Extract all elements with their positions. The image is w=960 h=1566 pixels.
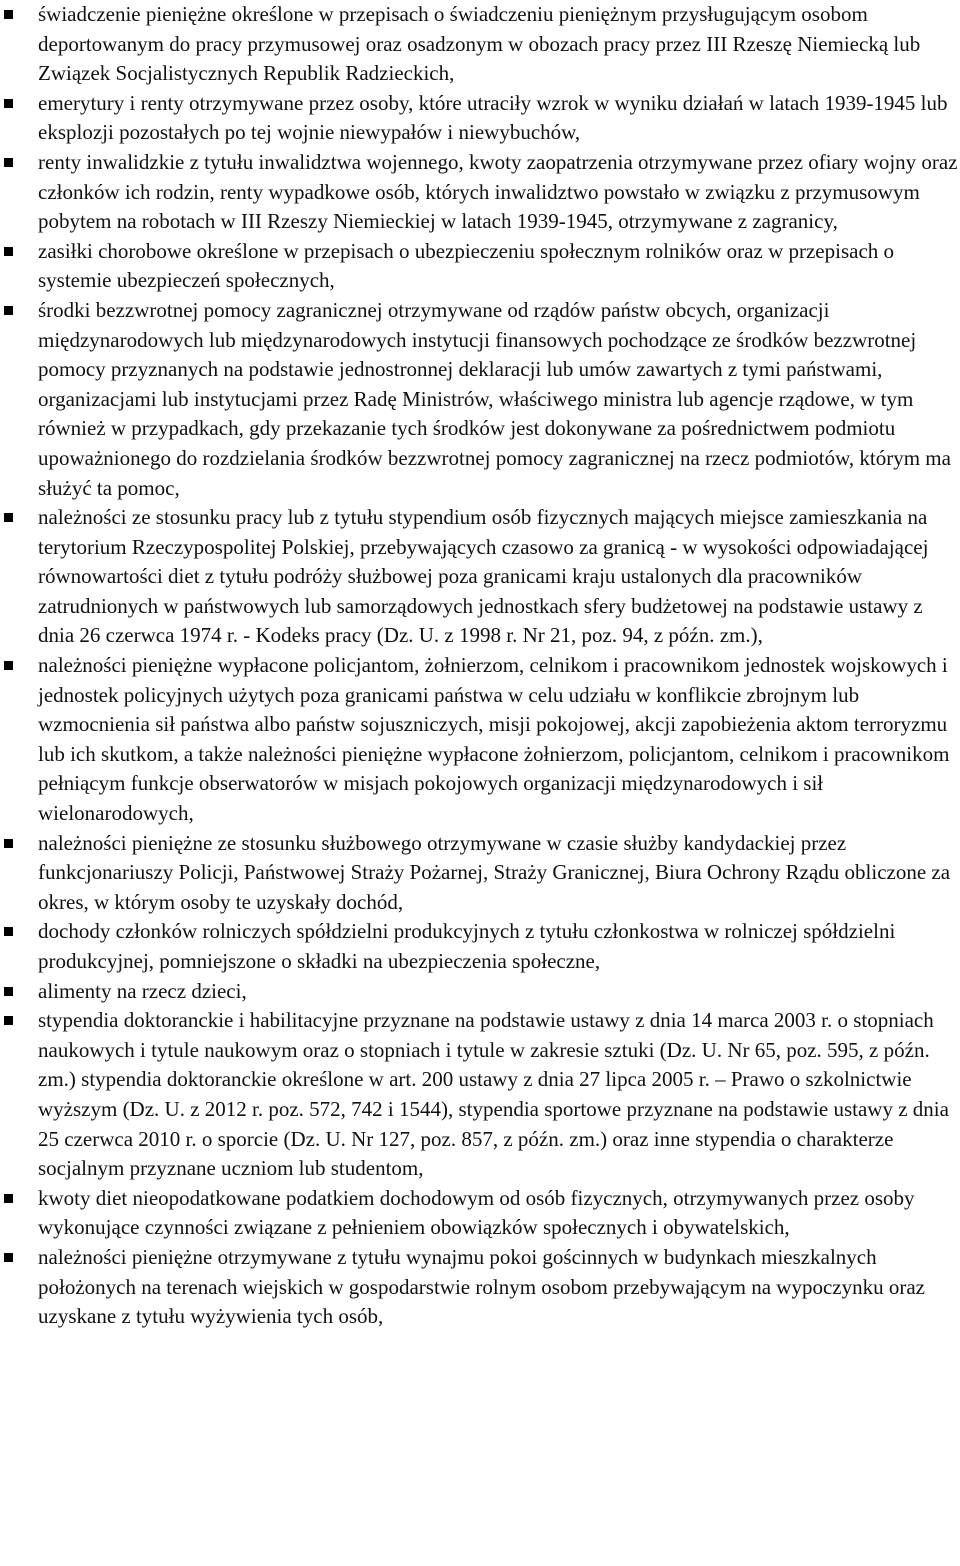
list-item xyxy=(0,0,960,89)
list-item-text: stypendia doktoranckie i habilitacyjne przyznane na podstawie ustawy z dnia 14 marca 2003 r. o stopniach naukowych i tytule naukowym oraz o stopniach i tytule w zakresie sztuki (Dz. U. Nr 65, poz. 595, z późn. zm.) stypendia doktoranckie określone w art. 200 ustawy z dnia 27 lipca 2005 r. – Prawo o szkolnictwie wyższym (Dz. U. z 2012 r. poz. 572, 742 i 1544), stypendia sportowe przyznane na podstawie ustawy z dnia 25 czerwca 2010 r. o sporcie (Dz. U. Nr 127, poz. 857, z późn. zm.) oraz inne stypendia o charakterze socjalnym przyznane uczniom lub studentom, xyxy=(38,1008,949,1181)
square-bullet-icon xyxy=(4,10,13,19)
list-item-text: należności pieniężne otrzymywane z tytułu wynajmu pokoi gościnnych w budynkach mieszkalnych położonych na terenach wiejskich w gospodarstwie rolnym osobom przebywającym na wypoczynku oraz uzyskane z tytułu wyżywienia tych osób, xyxy=(38,1244,925,1329)
list-item xyxy=(0,503,960,651)
square-bullet-icon xyxy=(4,927,13,936)
list-item xyxy=(0,237,960,296)
square-bullet-icon xyxy=(4,1253,13,1262)
square-bullet-icon xyxy=(4,306,13,315)
list-item xyxy=(0,1006,960,1184)
list-item-text: renty inwalidzkie z tytułu inwalidztwa wojennego, kwoty zaopatrzenia otrzymywane przez ofiary wojny oraz członków ich rodzin, renty wypadkowe osób, których inwalidztwo powstało w związku z przymusowym pobytem na robotach w III Rzeszy Niemieckiej w latach 1939-1945, otrzymywane z zagranicy, xyxy=(38,149,958,234)
list-item xyxy=(0,829,960,918)
list-item-text: środki bezzwrotnej pomocy zagranicznej otrzymywane od rządów państw obcych, organizacji międzynarodowych lub międzynarodowych instytucji finansowych pochodzące ze środków bezzwrotnej pomocy przyznanych na podstawie jednostronnej deklaracji lub umów zawartych z tymi państwami, organizacjami lub instytucjami przez Radę Ministrów, właściwego ministra lub agencje rządowe, w tym również w przypadkach, gdy przekazanie tych środków jest dokonywane za pośrednictwem podmiotu upoważnionego do rozdzielania środków bezzwrotnej pomocy zagranicznej na rzecz podmiotów, którym ma służyć ta pomoc, xyxy=(38,297,951,500)
square-bullet-icon xyxy=(4,99,13,108)
square-bullet-icon xyxy=(4,1016,13,1025)
square-bullet-icon xyxy=(4,247,13,256)
list-item xyxy=(0,296,960,503)
square-bullet-icon xyxy=(4,661,13,670)
list-item-text: emerytury i renty otrzymywane przez osoby, które utraciły wzrok w wyniku działań w latach 1939-1945 lub eksplozji pozostałych po tej wojnie niewypałów i niewybuchów, xyxy=(38,90,948,145)
square-bullet-icon xyxy=(4,839,13,848)
list-item-text: należności ze stosunku pracy lub z tytułu stypendium osób fizycznych mających miejsce zamieszkania na terytorium Rzeczypospolitej Polskiej, przebywających czasowo za granicą - w wysokości odpowiadającej równowartości diet z tytułu podróży służbowej poza granicami kraju ustalonych dla pracowników zatrudnionych w państwowych lub samorządowych jednostkach sfery budżetowej na podstawie ustawy z dnia 26 czerwca 1974 r. - Kodeks pracy (Dz. U. z 1998 r. Nr 21, poz. 94, z późn. zm.), xyxy=(38,505,929,648)
list-item xyxy=(0,148,960,237)
list-item xyxy=(0,977,960,1007)
list-item-text: należności pieniężne ze stosunku służbowego otrzymywane w czasie służby kandydackiej przez funkcjonariuszy Policji, Państwowej Straży Pożarnej, Straży Granicznej, Biura Ochrony Rządu obliczone za okres, w którym osoby te uzyskały dochód, xyxy=(38,830,951,914)
list-item xyxy=(0,89,960,148)
list-item-text: zasiłki chorobowe określone w przepisach o ubezpieczeniu społecznym rolników oraz w przepisach o systemie ubezpieczeń społecznych, xyxy=(38,238,895,293)
square-bullet-icon xyxy=(4,513,13,522)
square-bullet-icon xyxy=(4,1194,13,1203)
list-item-text: dochody członków rolniczych spółdzielni produkcyjnych z tytułu członkostwa w rolniczej spółdzielni produkcyjnej, pomniejszone o składki na ubezpieczenia społeczne, xyxy=(38,919,896,973)
list-item xyxy=(0,651,960,829)
list-item-text: kwoty diet nieopodatkowane podatkiem dochodowym od osób fizycznych, otrzymywanych przez osoby wykonujące czynności związane z pełnieniem obowiązków społecznych i obywatelskich, xyxy=(38,1185,915,1240)
list-item-text: świadczenie pieniężne określone w przepisach o świadczeniu pieniężnym przysługującym osobom deportowanym do pracy przymusowej oraz osadzonym w obozach pracy przez III Rzeszę Niemiecką lub Związek Socjalistycznych Republik Radzieckich, xyxy=(38,2,921,86)
list-item xyxy=(0,1243,960,1332)
square-bullet-icon xyxy=(4,158,13,167)
list-item-text: należności pieniężne wypłacone policjantom, żołnierzom, celnikom i pracownikom jednostek wojskowych i jednostek policyjnych użytych poza granicami państwa w celu udziału w konflikcie zbrojnym lub wzmocnienia sił państwa albo państw sojuszniczych, misji pokojowej, akcji zapobieżenia aktom terroryzmu lub ich skutkom, a także należności pieniężne wypłacone żołnierzom, policjantom, celnikom i pracownikom pełniącym funkcje obserwatorów w misjach pokojowych organizacji międzynarodowych i sił wielonarodowych, xyxy=(38,653,950,826)
list-item xyxy=(0,917,960,976)
list-item-text: alimenty na rzecz dzieci, xyxy=(38,978,247,1003)
square-bullet-icon xyxy=(4,987,13,996)
list-item xyxy=(0,1184,960,1243)
